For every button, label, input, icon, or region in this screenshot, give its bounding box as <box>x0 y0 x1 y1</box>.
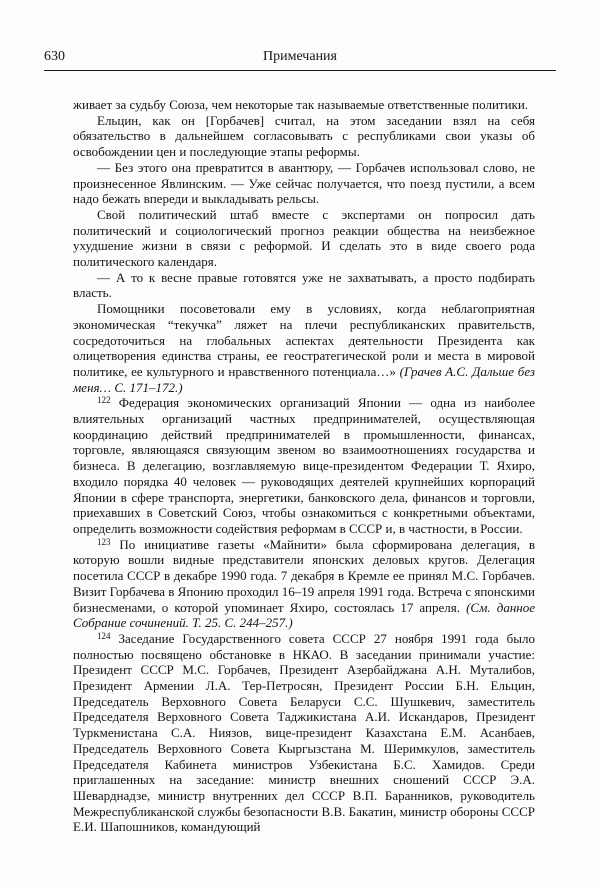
paragraph-5: — А то к весне правые готовятся уже не захватывать, а просто подбирать власть. <box>73 269 535 301</box>
paragraph-4: Свой политический штаб вместе с экспертами он попросил дать политический и социологический прогноз реакции общества на неизбежное ухудшение жизни в связи с реформой. И сделать это в виде своего рода политического календаря. <box>73 206 535 270</box>
paragraph-1: живает за судьбу Союза, чем некоторые так называемые ответственные политики. <box>73 97 529 112</box>
source-reference: (См. данное Собрание сочинений. Т. 25. С. 244–257.) <box>73 599 535 631</box>
paragraph-3: — Без этого она превратится в авантюру, — Горбачев использовал слово, не произнесенное Явлинским. — Уже сейчас получается, что поезд пустили, а всем надо бежать впереди и выкладывать рельсы. <box>73 159 535 207</box>
note-122: $^{122}$ Федерация экономических организаций Японии — одна из наиболее влиятельных организаций частных предпринимателей, осуществляющая координацию действий предпринимателей в промышленности, финансах, торговле, являющаяся связующим звеном во взаимоотношениях государства и бизнеса. В делегацию, возглавляемую вице-президентом Федерации Т. Яхиро, входило порядка 40 человек — руководящих деятелей крупнейших корпораций Японии в сфере транспорта, энергетики, банковского дела, финансов и торговли, приехавших в Советский Союз, чтобы ознакомиться с конкретными объектами, определить возможности содействия реформам в СССР и, в частности, в России. <box>73 395 536 536</box>
page-number: 630 <box>44 49 65 64</box>
header-rule <box>44 70 556 71</box>
paragraph-2: Ельцин, как он [Горбачев] считал, на этом заседании взял на себя обязательство в дальнейшем согласовывать с республиками свои указы об освобождении цен и последующие этапы реформы. <box>73 112 535 160</box>
paragraph-6: Помощники посоветовали ему в условиях, когда неблагоприятная экономическая “текучка” ляжет на плечи республиканских правительств, сосредоточиться на глобальных аспектах деятельности Президента как олицетворения единства страны, ее геостратегической роли и места в мировой политике, ее культурного и нравственного потенциала…» (Грачев А.С. Дальше без меня… С. 171–172.) <box>73 301 536 395</box>
note-number: 124 <box>97 630 111 641</box>
note-number: 122 <box>97 395 111 406</box>
note-123: $^{123}$ По инициативе газеты «Майнити» была сформирована делегация, в которую вошли видные представители японских деловых кругов. Делегация посетила СССР в декабре 1990 года. 7 декабря в Кремле ее принял М.С. Горбачев. Визит Горбачева в Японию проходил 16–19 апреля 1991 года. Встреча с японскими бизнесменами, о которой упоминает Яхиро, состоялась 17 апреля. (См. данное Собрание сочинений. Т. 25. С. 244–257.) <box>73 536 535 631</box>
running-head <box>44 46 556 68</box>
notes-body <box>73 97 535 835</box>
source-reference: (Грачев А.С. Дальше без меня… С. 171–172.) <box>73 363 536 395</box>
note-124: $^{124}$ Заседание Государственного совета СССР 27 ноября 1991 года было полностью посвящено обстановке в НКАО. В заседании принимали участие: Президент СССР М.С. Горбачев, Президент Азербайджана А.Н. Муталибов, Президент Армении Л.А. Тер-Петросян, Президент России Б.Н. Ельцин, Председатель Верховного Совета Беларуси С.С. Шушкевич, заместитель Председателя Верховного Совета Таджикистана А.И. Искандаров, Президент Туркменистана С.А. Ниязов, вице-президент Казахстана Е.М. Асанбаев, Председатель Верховного Совета Кыргызстана М. Шеримкулов, заместитель Председателя Кабинета министров Узбекистана Б.С. Хамидов. Среди приглашенных на заседание: министр внешних сношений СССР Э.А. Шеварднадзе, министр внутренних дел СССР В.П. Баранников, руководитель Межреспубликанской службы безопасности В.В. Бакатин, министр обороны СССР Е.И. Шапошников, командующий <box>73 630 535 835</box>
section-title: Примечания <box>262 49 337 64</box>
note-number: 123 <box>97 536 111 547</box>
